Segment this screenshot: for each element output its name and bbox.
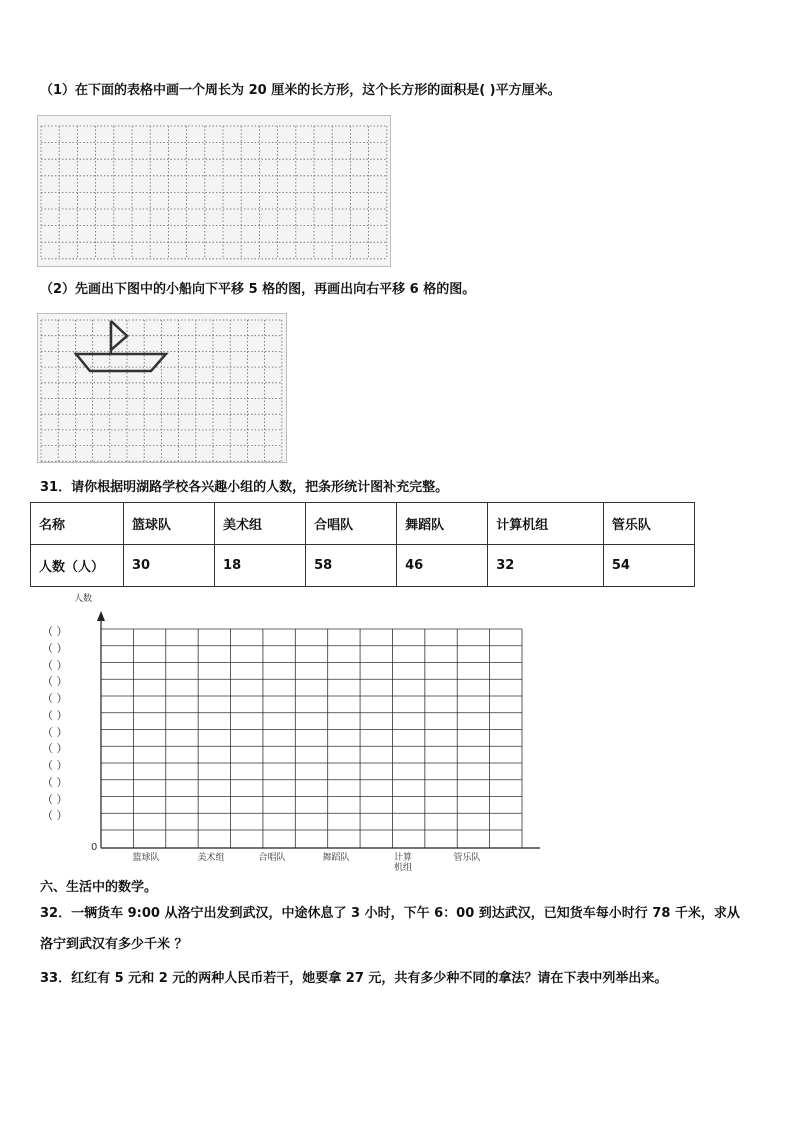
y-tick-blank[interactable]: （ ） [42,725,68,739]
y-tick-blank[interactable]: （ ） [42,625,68,638]
question-1-text: （1）在下面的表格中画一个周长为 20 厘米的长方形，这个长方形的面积是( )平方厘米。 [40,83,561,98]
question-33-text: 33．红红有 5 元和 2 元的两种人民币若干，她要拿 27 元，共有多少种不同的拿法？请在下表中列举出来。 [40,971,668,986]
question-32-line-2: 洛宁到武汉有多少千米 ？ [40,937,188,952]
table-cell: 合唱队 [306,503,397,545]
x-tick-label: 管乐队 [453,853,481,863]
x-tick-label: 计算 机组 [393,853,412,873]
table-cell: 58 [306,545,397,587]
table-cell: 54 [603,545,694,587]
table-cell: 舞蹈队 [397,503,488,545]
chart-y-zero-label: 0 [91,842,98,853]
table-cell: 管乐队 [603,503,694,545]
question-2-text: （2）先画出下图中的小船向下平移 5 格的图，再画出向右平移 6 格的图。 [40,282,476,297]
y-tick-blank[interactable]: （ ） [42,759,68,772]
y-tick-blank[interactable]: （ ） [42,658,68,672]
question-32-line-1: 32．一辆货车 9:00 从洛宁出发到武汉，中途休息了 3 小时，下午 6：00 到达武汉，已知货车每小时行 78 千米，求从 [40,906,740,921]
x-tick-label: 合唱队 [258,853,286,863]
table-cell: 18 [215,545,306,587]
chart-y-axis-label: 人数 [74,594,93,604]
chart-y-axis-arrow [97,611,105,621]
section-6-title: 六、生活中的数学。 [40,880,158,895]
x-tick-label: 美术组 [197,853,225,863]
y-tick-blank[interactable]: （ ） [42,692,68,705]
y-tick-blank[interactable]: （ ） [42,708,68,722]
table-cell: 计算机组 [488,503,604,545]
table-cell: 32 [488,545,604,587]
table-cell: 30 [124,545,215,587]
table-cell: 46 [397,545,488,587]
question-31-text: 31．请你根据明湖路学校各兴趣小组的人数，把条形统计图补充完整。 [40,480,449,495]
y-tick-blank[interactable]: （ ） [42,809,68,823]
table-cell: 人数（人） [31,545,124,587]
y-tick-blank[interactable]: （ ） [42,775,68,789]
y-tick-blank[interactable]: （ ） [42,742,68,756]
y-tick-blank[interactable]: （ ） [42,641,68,655]
y-tick-blank[interactable]: （ ） [42,675,68,689]
table-cell: 名称 [31,503,124,545]
x-tick-label: 篮球队 [132,853,160,863]
x-tick-label: 舞蹈队 [322,853,350,863]
table-cell: 美术组 [215,503,306,545]
table-cell: 篮球队 [124,503,215,545]
y-tick-blank[interactable]: （ ） [42,792,68,806]
